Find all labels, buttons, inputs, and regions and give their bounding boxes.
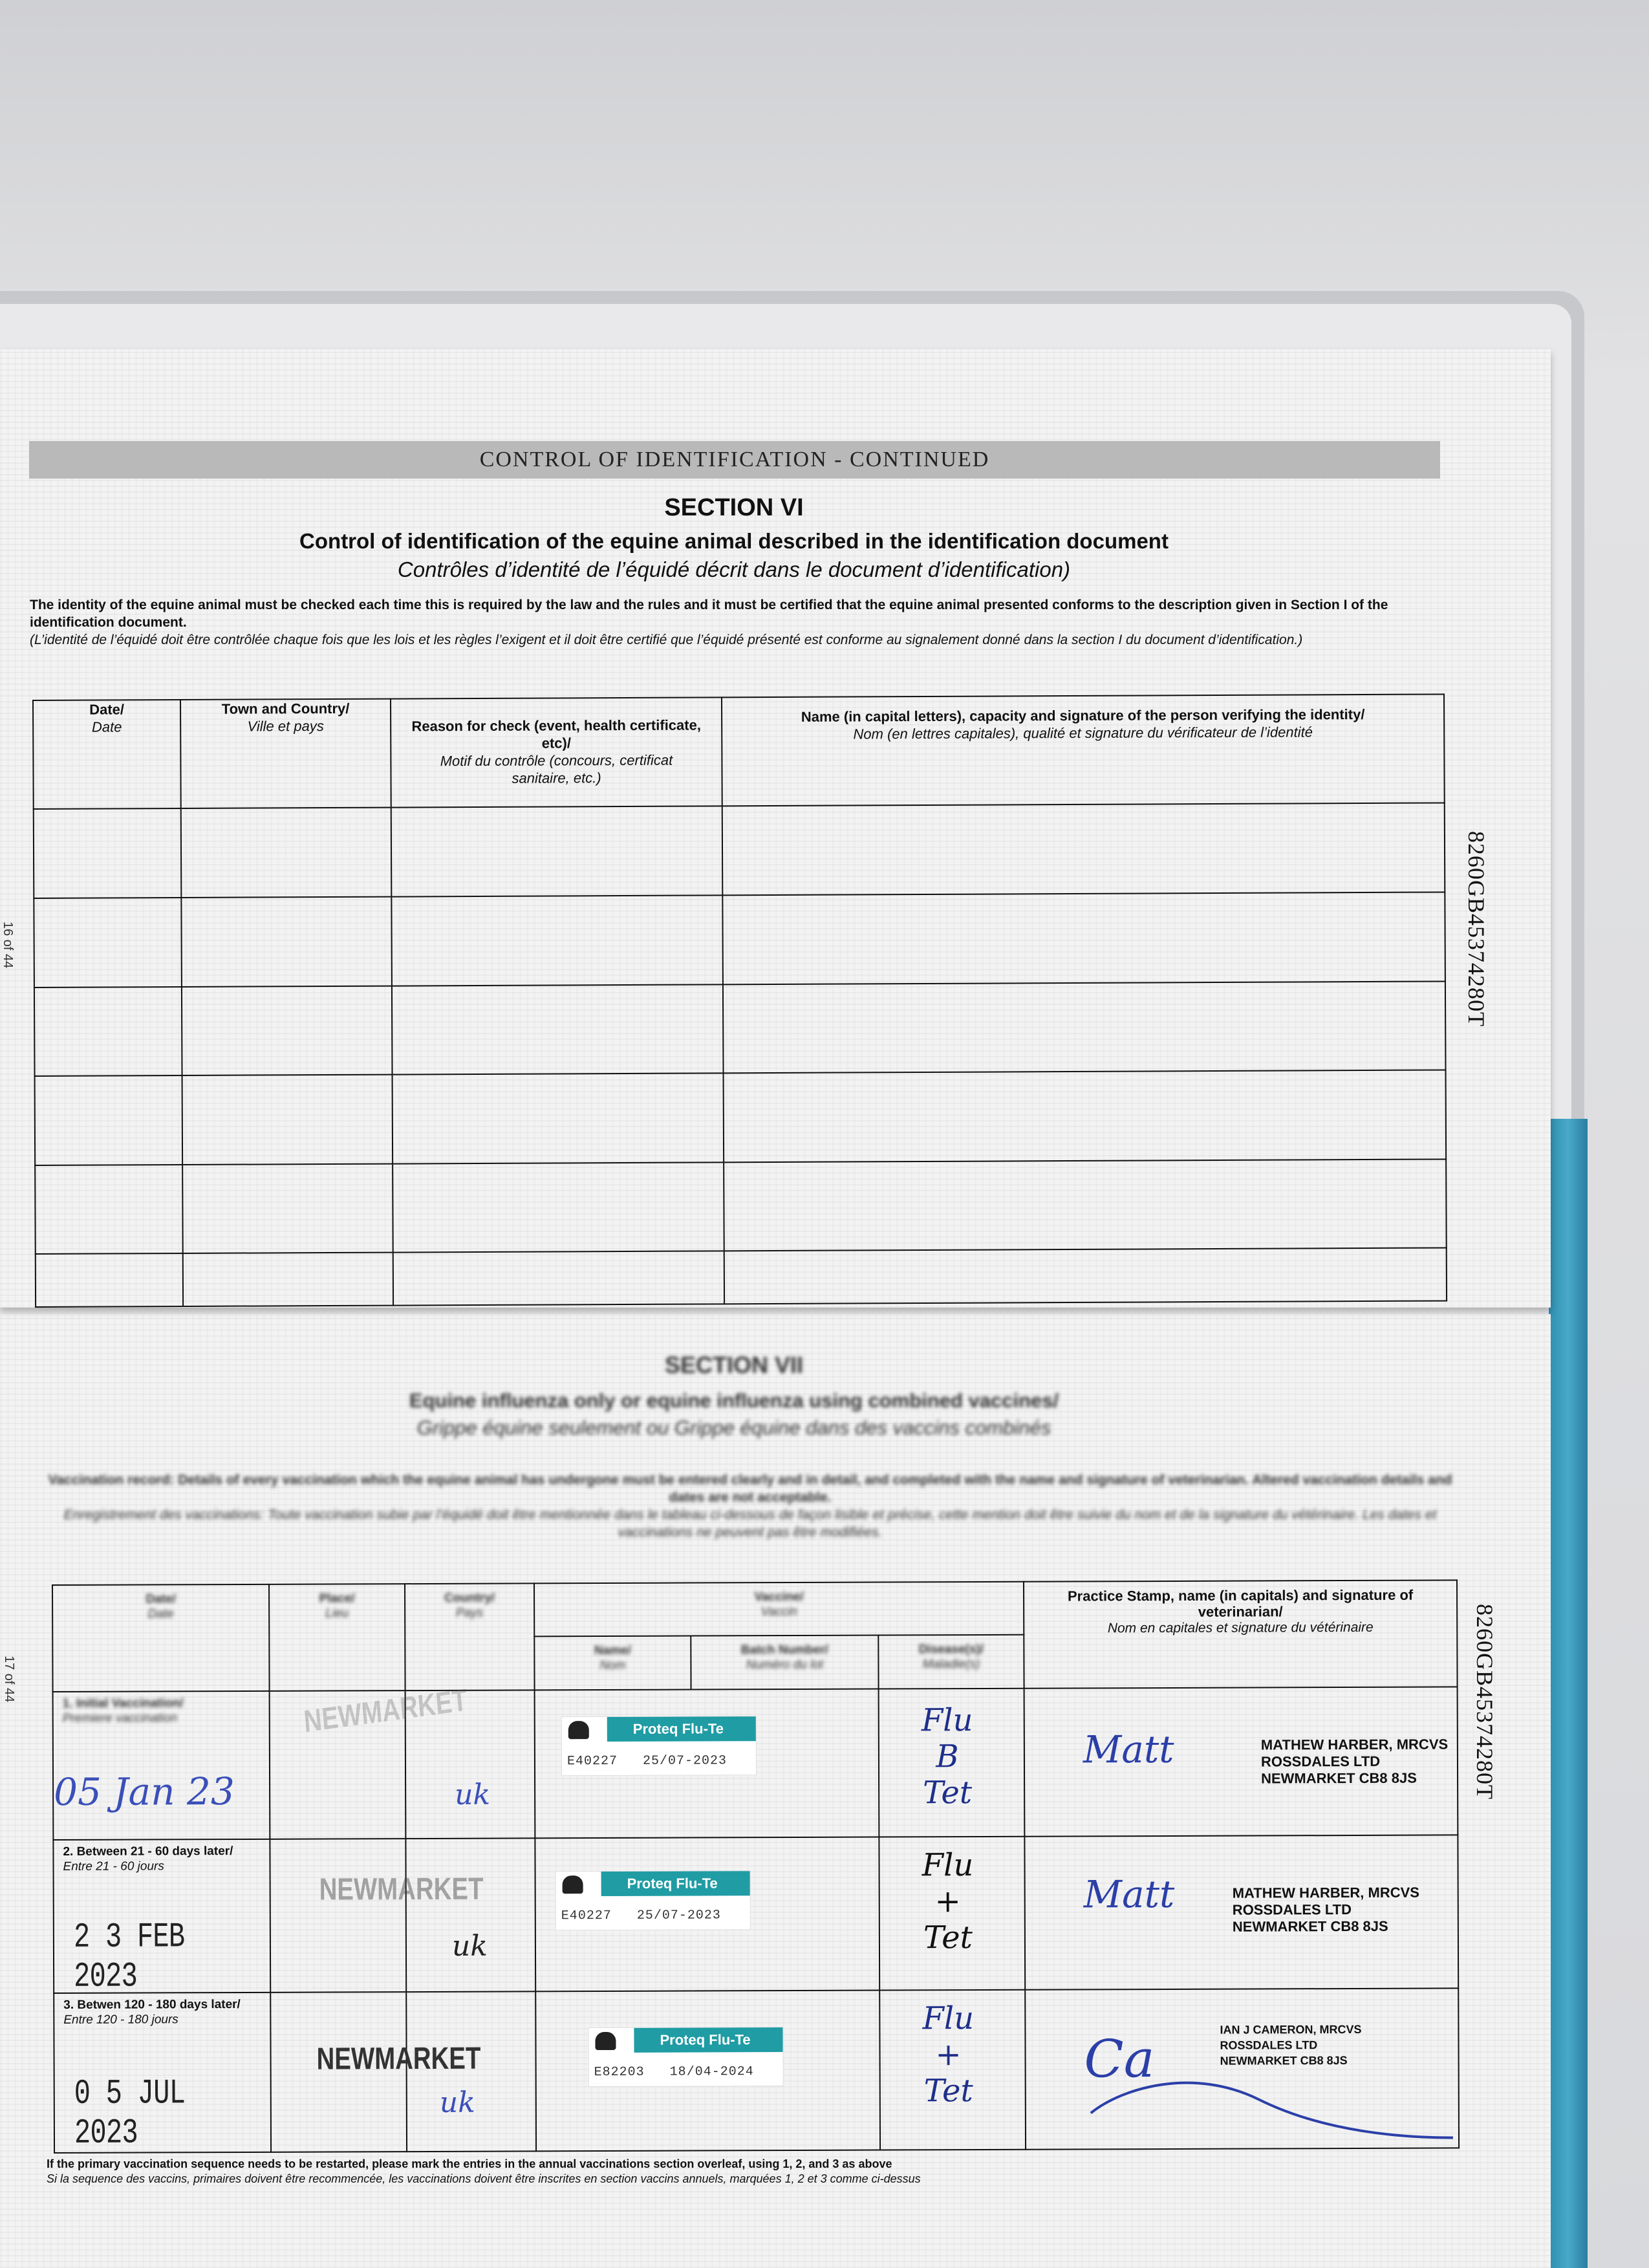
row3-vet-name: IAN J CAMERON, MRCVS (1220, 2022, 1362, 2036)
col-check-name (722, 694, 1445, 806)
row1-disease-3: Tet (923, 1774, 973, 1811)
row3-label (63, 1997, 241, 2027)
col-vaccine-en: Vaccine/ (754, 1590, 804, 1604)
section6-intro-en: The identity of the equine animal must be checked each time this is required by the law and the rules and it must be certified that the equine animal presented conforms to the description given in Section I of the identification document. (30, 598, 1388, 630)
section7-title: SECTION VII (664, 1352, 804, 1378)
check-row-2-town[interactable] (181, 896, 392, 986)
row1-vet-name: MATHEW HARBER, MRCVS (1260, 1736, 1449, 1753)
row3-vaccine-logo-icon (595, 2032, 616, 2050)
col-check-reason-en: Reason for check (event, health certificate, etc)/ (411, 717, 701, 751)
col-check-reason-fr: Motif du contrôle (concours, certificat sanitaire, etc.) (440, 751, 673, 786)
vaccination-table (52, 1579, 1460, 2154)
col-check-name-en: Name (in capital letters), capacity and signature of the person verifying the identity/ (801, 706, 1365, 725)
col-check-date (33, 700, 181, 809)
row2-country-cell (405, 1838, 535, 1992)
row3-signature: Ca (1084, 2028, 1155, 2090)
check-row-6-reason[interactable] (393, 1251, 724, 1306)
row1-vaccine-brand: Proteq Flu-Te (607, 1716, 756, 1742)
col-country-fr: Pays (455, 1606, 484, 1620)
section7-heading-en: Equine influenza only or equine influenza using combined vaccines/ (409, 1389, 1059, 1412)
row1-vaccine-label (561, 1716, 757, 1776)
section-banner-text: CONTROL OF IDENTIFICATION - CONTINUED (479, 448, 990, 471)
check-row-3-name[interactable] (723, 981, 1446, 1074)
row3-vaccine-brand: Proteq Flu-Te (634, 2027, 782, 2053)
col-check-town (180, 699, 391, 809)
check-row-5 (35, 1159, 1447, 1254)
row2-vet-name: MATHEW HARBER, MRCVS (1232, 1884, 1419, 1901)
row3-country-cell (406, 1991, 536, 2152)
row2-disease-cell (879, 1836, 1025, 1990)
check-row-5-name[interactable] (724, 1159, 1447, 1251)
section-banner (29, 441, 1440, 479)
row1-vaccine-logo-icon (568, 1721, 589, 1739)
page-number-17: 17 of 44 (2, 1656, 16, 1703)
check-row-3 (34, 981, 1446, 1076)
check-row-6-name[interactable] (724, 1248, 1447, 1304)
row3-vet-cell (1025, 1988, 1459, 2150)
row1-label (63, 1696, 184, 1726)
col-check-date-en: Date/ (89, 701, 125, 718)
row3-vet-stamp (1220, 2022, 1361, 2069)
row1-vet-address: NEWMARKET CB8 8JS (1261, 1769, 1417, 1787)
row2-date-cell (53, 1839, 270, 1997)
section6-title: SECTION VI (664, 494, 804, 521)
col-batch-en: Batch Number/ (740, 1643, 828, 1658)
row3-date: 0 5 JUL 2023 (74, 2073, 186, 2154)
col-check-reason (391, 697, 722, 807)
row1-vaccine-lot (567, 1753, 727, 1769)
row1-vet-practice: ROSSDALES LTD (1260, 1753, 1381, 1770)
check-row-2-date[interactable] (34, 898, 182, 988)
row1-place-cell (270, 1683, 469, 1839)
row2-disease-3: Tet (923, 1919, 973, 1956)
check-row-4-reason[interactable] (393, 1073, 724, 1163)
row2-vet-practice: ROSSDALES LTD (1232, 1901, 1352, 1918)
row3-vaccine-cell (535, 1990, 880, 2151)
row1-vet-cell (1024, 1687, 1458, 1836)
col-name-fr: Nom (599, 1659, 626, 1673)
section7-heading-fr: Grippe équine seulement ou Grippe équine dans des vaccins combinés (416, 1416, 1051, 1439)
section6-heading-fr: Contrôles d’identité de l’équidé décrit dans le document d’identification) (397, 557, 1071, 581)
check-row-6-date[interactable] (36, 1253, 183, 1307)
section7-intro-en: Vaccination record: Details of every vaccination which the equine animal has undergone must be entered clearly and in detail, and completed with the name and signature of veterinarian. Altered vaccination details and dates are not acceptable. (48, 1473, 1452, 1505)
row2-lot-number: E40227 (561, 1908, 612, 1923)
row1-disease-2: B (936, 1738, 959, 1775)
row2-date: 2 3 FEB 2023 (73, 1917, 185, 1997)
row2-vet-cell (1024, 1835, 1458, 1989)
check-row-4 (35, 1070, 1447, 1165)
section6-intro-fr: (L’identité de l’équidé doit être contrôlée chaque fois que les lois et les règles l’exigent et il doit être certifié que l’équidé présenté est conforme au signalement donné dans la section I du document d’identification.) (30, 632, 1303, 647)
check-row-1-town[interactable] (181, 808, 392, 898)
identification-check-header (33, 694, 1445, 809)
row3-vet-address: NEWMARKET CB8 8JS (1220, 2053, 1348, 2068)
row3-label-fr: Entre 120 - 180 jours (63, 2012, 178, 2027)
col-country (405, 1583, 535, 1690)
col-batch (691, 1636, 878, 1689)
row2-signature: Matt (1083, 1872, 1175, 1917)
row3-disease-cell (879, 1989, 1026, 2150)
row1-country-cell (405, 1690, 535, 1838)
col-check-town-fr: Ville et pays (247, 718, 324, 735)
row1-vaccine-cell (535, 1689, 879, 1838)
row3-date-cell (54, 1992, 271, 2153)
row2-disease-2: + (934, 1883, 961, 1919)
row3-vet-practice: ROSSDALES LTD (1220, 2038, 1318, 2052)
col-country-en: Country/ (444, 1591, 495, 1605)
row3-place: NEWMARKET (316, 2041, 481, 2077)
page-number-16: 16 of 44 (1, 922, 15, 969)
row2-expiry: 25/07-2023 (636, 1908, 721, 1923)
row2-vet-stamp (1233, 1884, 1420, 1935)
row3-lot-number: E82203 (594, 2064, 645, 2080)
row2-vaccine-lot (561, 1908, 721, 1923)
row1-disease (899, 1702, 997, 1811)
passport-id-code-bottom: 8260GB45374280T (1472, 1604, 1498, 1800)
check-row-2-name[interactable] (722, 892, 1445, 984)
row2-label (63, 1844, 233, 1874)
row3-disease-2: + (935, 2036, 962, 2073)
col-place-en: Place/ (319, 1592, 355, 1606)
blue-page-edge (1549, 1119, 1588, 2268)
col-check-date-fr: Date (91, 718, 122, 735)
vaccination-row-3 (54, 1988, 1459, 2153)
row1-disease-1: Flu (921, 1701, 973, 1739)
row1-lot-number: E40227 (566, 1753, 618, 1769)
row2-disease (899, 1847, 997, 1956)
check-row-5-town[interactable] (182, 1163, 393, 1253)
col-date (52, 1584, 270, 1692)
row3-country: uk (439, 2086, 475, 2119)
col-place-fr: Lieu (325, 1606, 349, 1621)
row2-vet-address: NEWMARKET CB8 8JS (1232, 1917, 1388, 1935)
section7-footnote (47, 2157, 1469, 2187)
row3-vaccine-lot (594, 2064, 754, 2080)
col-disease-en: Disease(s)/ (918, 1643, 984, 1657)
check-row-6-town[interactable] (183, 1253, 393, 1306)
col-check-town-en: Town and Country/ (221, 700, 350, 717)
row2-disease-1: Flu (921, 1846, 974, 1883)
check-row-5-reason[interactable] (393, 1162, 724, 1253)
row2-vaccine-cell (535, 1837, 879, 1991)
row3-disease-3: Tet (923, 2072, 973, 2109)
row1-expiry: 25/07-2023 (642, 1753, 727, 1769)
footnote-fr: Si la sequence des vaccins, primaires doivent être recommencée, les vaccinations doivent être inscrites en section vaccins annuels, marquées 1, 2 et 3 comme ci-dessus (47, 2172, 921, 2185)
row1-date-cell (53, 1691, 270, 1840)
row1-vet-stamp (1261, 1736, 1449, 1787)
row2-label-en: 2. Between 21 - 60 days later/ (63, 1844, 233, 1859)
col-date-en: Date/ (146, 1592, 176, 1606)
col-place (269, 1584, 405, 1691)
col-date-fr: Date (147, 1607, 174, 1621)
vaccination-row-1 (53, 1687, 1458, 1839)
row1-place: NEWMARKET (302, 1683, 469, 1740)
check-row-1 (34, 803, 1445, 898)
row1-country: uk (455, 1778, 491, 1811)
footnote-en: If the primary vaccination sequence needs to be restarted, please mark the entries in the annual vaccinations section overleaf, using 1, 2, and 3 as above (47, 2157, 892, 2170)
check-row-2 (34, 892, 1445, 987)
check-row-3-reason[interactable] (392, 984, 724, 1075)
check-row-4-name[interactable] (724, 1070, 1447, 1163)
row3-disease (900, 2000, 997, 2110)
row3-expiry: 18/04-2024 (669, 2064, 754, 2080)
col-disease (878, 1635, 1024, 1689)
section6-heading-en: Control of identification of the equine animal described in the identification document (299, 529, 1169, 553)
row2-place: NEWMARKET (319, 1872, 484, 1907)
check-row-6 (36, 1248, 1447, 1307)
col-name-en: Name/ (594, 1644, 631, 1658)
col-vet (1024, 1580, 1458, 1688)
row1-label-fr: Premiere vaccination (62, 1711, 178, 1725)
row2-vaccine-logo-icon (563, 1875, 583, 1894)
col-vet-en: Practice Stamp, name (in capitals) and signature of veterinarian/ (1067, 1586, 1414, 1620)
section6-intro (30, 596, 1420, 649)
check-row-1-reason[interactable] (391, 806, 723, 897)
row2-label-fr: Entre 21 - 60 jours (63, 1859, 164, 1874)
row1-signature: Matt (1083, 1727, 1174, 1772)
row3-vaccine-label (588, 2027, 783, 2087)
section7-intro-fr: Enregistrement des vaccinations: Toute vaccination subie par l’équidé doit être mentionnée dans le tableau ci-dessous de façon lisible et précise, cette mention doit être suivie du nom et de la signature du vétérinaire. Les dates et vaccinations ne peuvent pas être modifiées. (63, 1507, 1437, 1540)
passport-id-code-top: 8260GB45374280T (1463, 831, 1489, 1027)
check-row-5-date[interactable] (35, 1165, 183, 1255)
row3-disease-1: Flu (922, 2000, 975, 2036)
check-row-1-date[interactable] (34, 808, 182, 898)
row1-date: 05 Jan 23 (54, 1769, 235, 1814)
row2-country: uk (451, 1929, 488, 1963)
col-vaccine-fr: Vaccin (760, 1604, 797, 1619)
col-name (534, 1636, 691, 1690)
vaccination-row-2 (53, 1835, 1458, 1993)
col-vet-fr: Nom en capitales et signature du vétérinaire (1107, 1619, 1374, 1636)
check-row-4-town[interactable] (182, 1075, 393, 1165)
check-row-1-name[interactable] (722, 803, 1445, 896)
check-row-4-date[interactable] (35, 1075, 183, 1165)
row3-label-en: 3. Betwen 120 - 180 days later/ (63, 1997, 241, 2012)
check-row-3-town[interactable] (182, 986, 393, 1075)
col-vaccine (534, 1582, 1024, 1637)
row1-disease-cell (879, 1689, 1025, 1837)
check-row-2-reason[interactable] (391, 895, 723, 986)
row2-vaccine-label (555, 1870, 751, 1930)
col-check-name-fr: Nom (en lettres capitales), qualité et signature du vérificateur de l’identité (853, 724, 1313, 742)
row2-vaccine-brand: Proteq Flu-Te (601, 1871, 750, 1896)
section7-intro (45, 1471, 1455, 1541)
check-row-3-date[interactable] (34, 986, 182, 1076)
row1-label-en: 1. Initial Vaccination/ (62, 1696, 184, 1711)
col-batch-fr: Numéro du lot (746, 1658, 824, 1672)
col-disease-fr: Maladie(s) (922, 1658, 980, 1672)
identification-check-table (32, 693, 1447, 1308)
